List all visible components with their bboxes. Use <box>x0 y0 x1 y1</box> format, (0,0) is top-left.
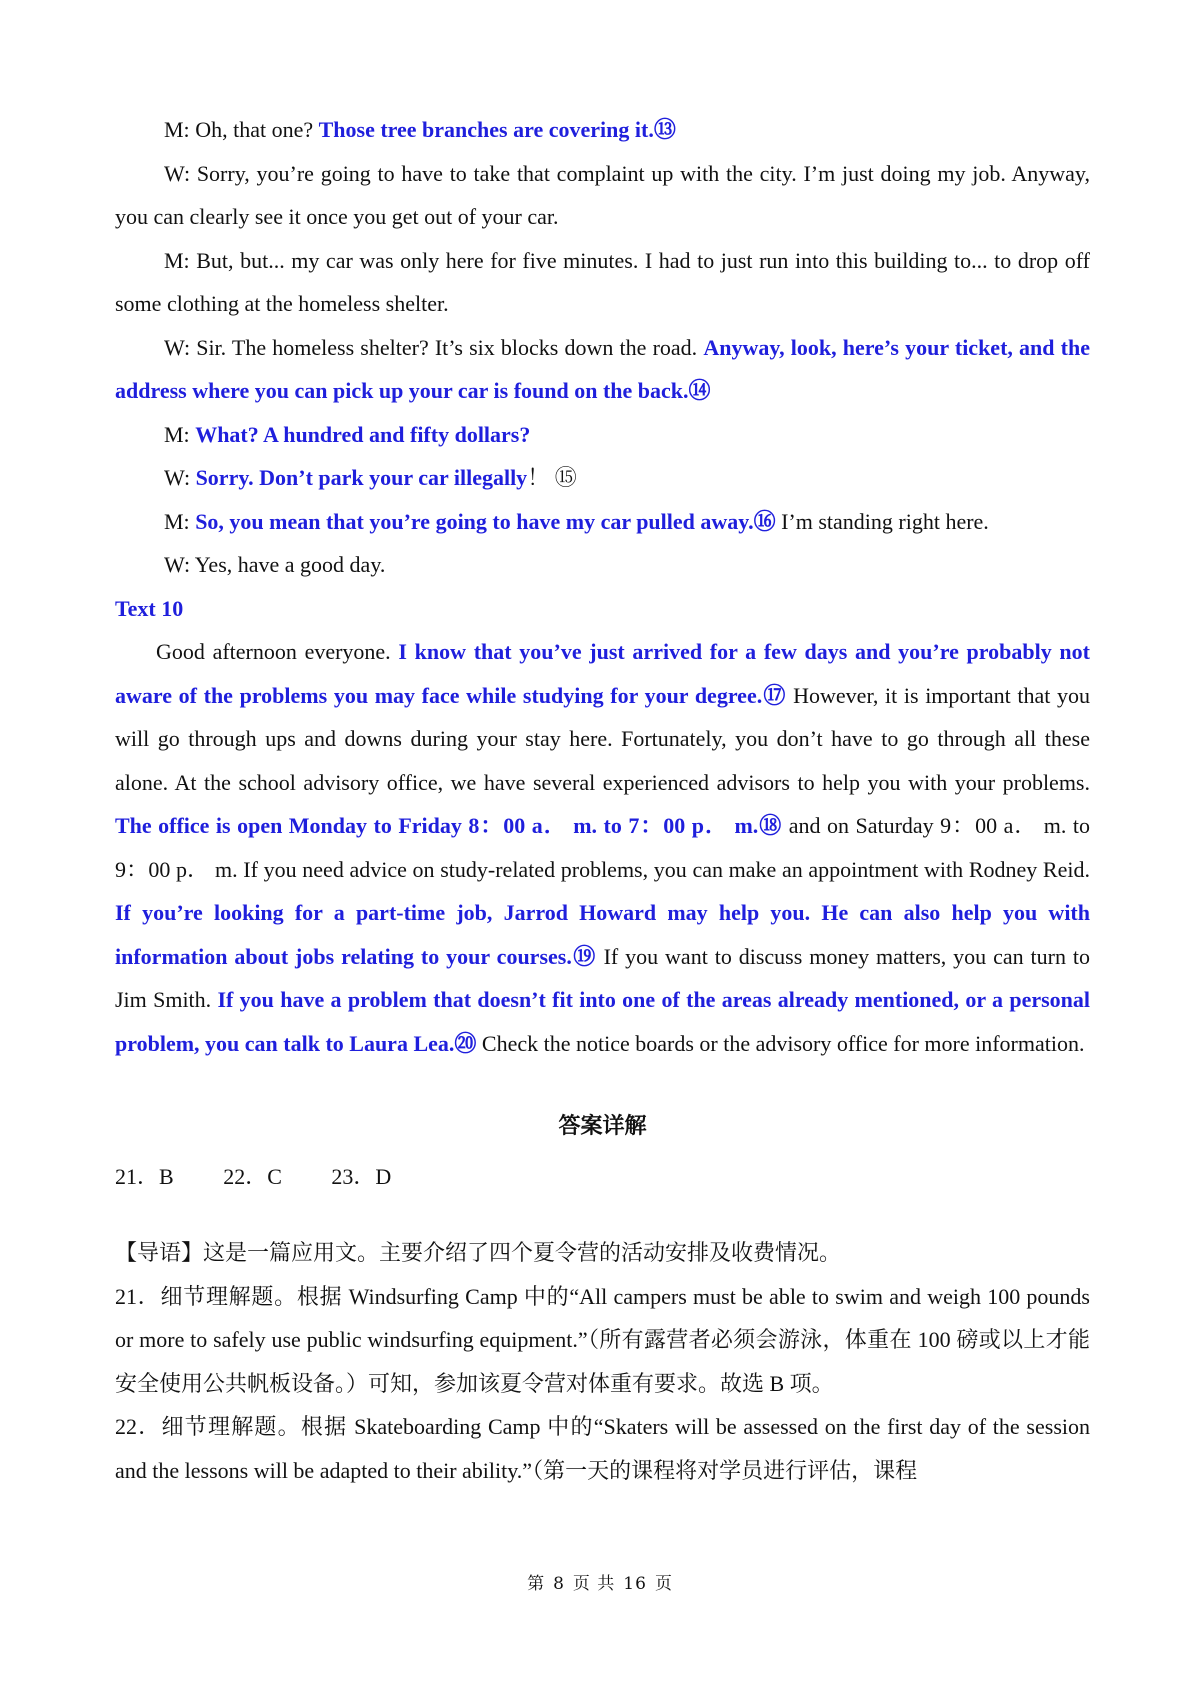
dialogue-line <box>115 152 1090 239</box>
dialogue-line <box>115 413 1090 457</box>
page-footer <box>0 1569 1200 1594</box>
dialogue-text: I’m standing right here. <box>775 508 989 534</box>
footer-suffix: 页 <box>654 1574 673 1594</box>
speaker-label: W: <box>164 552 191 577</box>
highlighted-text: So, you mean that you’re going to have my car pulled away.⑯ <box>195 508 776 534</box>
speaker-label: M: <box>164 508 190 534</box>
answer-23: 23．D <box>331 1163 392 1189</box>
dialogue-text: Oh, that one? <box>189 117 319 142</box>
dialogue-line <box>115 500 1090 544</box>
dialogue-text: But, but... my car was only here for five minutes. I had to just run into this building to... to drop off some clothing at the homeless shelter. <box>115 247 1090 316</box>
text10-paragraph <box>115 630 1090 1065</box>
highlighted-text: Anyway, look, here’s your ticket, and the address where you can pick up your car is found on the back.⑭ <box>115 334 1090 403</box>
text10-title: Text 10 <box>115 595 184 621</box>
intro-text: 这是一篇应用文。主要介绍了四个夏令营的活动安排及收费情况。 <box>203 1240 842 1265</box>
dialogue-text: Sorry, you’re going to have to take that complaint up with the city. I’m just doing my job. Anyway, you can clearly see it once you get out of your car. <box>115 160 1090 229</box>
body-text: If you want to discuss money matters, you can turn to Jim Smith. <box>115 943 1090 1012</box>
speaker-label: W: <box>164 465 191 490</box>
dialogue-text: Sir. The homeless shelter? It’s six blocks down the road. <box>190 334 704 360</box>
body-text: Good afternoon everyone. <box>156 639 399 664</box>
speaker-label: W: <box>164 160 191 186</box>
dialogue-line <box>115 456 1090 500</box>
body-text: However, it is important that you will go through ups and downs during your stay here. Fortunately, you don’t have to go through all these alone. At the school advisory office, we have several experienced advisors to help you with your problems. <box>115 682 1091 795</box>
intro-tag: 【导语】 <box>115 1240 204 1265</box>
answers-title: 答案详解 <box>558 1114 647 1139</box>
highlighted-text: Sorry. Don’t park your car illegally <box>195 465 528 490</box>
dialogue-text: Yes, have a good day. <box>190 552 386 577</box>
highlighted-text: I know that you’ve just arrived for a few days and you’re probably not aware of the problems you may face while studying for your degree.⑰ <box>115 639 1090 708</box>
highlighted-text: If you’re looking for a part-time job, Jarrod Howard may help you. He can also help you with information about jobs relating to your courses.⑲ <box>115 900 1090 969</box>
highlighted-text: If you have a problem that doesn’t fit into one of the areas already mentioned, or a personal problem, you can talk to Laura Lea.⑳ <box>115 987 1091 1056</box>
footer-mid: 页 共 <box>572 1574 616 1594</box>
dialogue-line <box>115 543 1090 587</box>
answer-22: 22．C <box>223 1163 282 1189</box>
answer-21: 21．B <box>115 1163 174 1189</box>
dialogue-line <box>115 239 1090 326</box>
dialogue-section <box>115 108 1090 587</box>
speaker-label: M: <box>164 247 190 273</box>
speaker-label: W: <box>164 334 191 360</box>
footer-page-number: 8 <box>553 1574 565 1594</box>
dialogue-line <box>115 108 1090 152</box>
highlighted-text: What? A hundred and fifty dollars? <box>195 421 531 447</box>
answer-key-row <box>115 1155 1090 1199</box>
dialogue-text: ！ ⑮ <box>527 465 577 490</box>
speaker-label: M: <box>164 117 190 142</box>
page-content <box>115 108 1090 1492</box>
q22-explanation: 22．细节理解题。根据 Skateboarding Camp 中的“Skaters will be assessed on the first day of the session and the lessons will be adapted to their ability.”（第一天的课程将对学员进行评估，课程 <box>115 1414 1090 1483</box>
footer-prefix: 第 <box>527 1574 546 1594</box>
intro-paragraph <box>115 1231 1090 1275</box>
q21-explanation: 21．细节理解题。根据 Windsurfing Camp 中的“All campers must be able to swim and weigh 100 pounds or more to safely use public windsurfing equipment.”（所有露营者必须会游泳，体重在 100 磅或以上才能安全使用公共帆板设备。）可知，参加该夏令营对体重有要求。故选 B 项。 <box>115 1283 1090 1396</box>
body-text: and on Saturday 9：00 a． m. to 9：00 p． m. If you need advice on study-related problems, you can make an appointment with Rodney Reid. <box>115 813 1090 882</box>
body-text: Check the notice boards or the advisory office for more information. <box>476 1030 1085 1056</box>
highlighted-text: The office is open Monday to Friday 8：00 a． m. to 7：00 p． m.⑱ <box>115 813 783 838</box>
highlighted-text: Those tree branches are covering it.⑬ <box>318 117 676 142</box>
dialogue-line <box>115 326 1090 413</box>
speaker-label: M: <box>164 421 190 447</box>
footer-total-pages: 16 <box>623 1574 647 1594</box>
